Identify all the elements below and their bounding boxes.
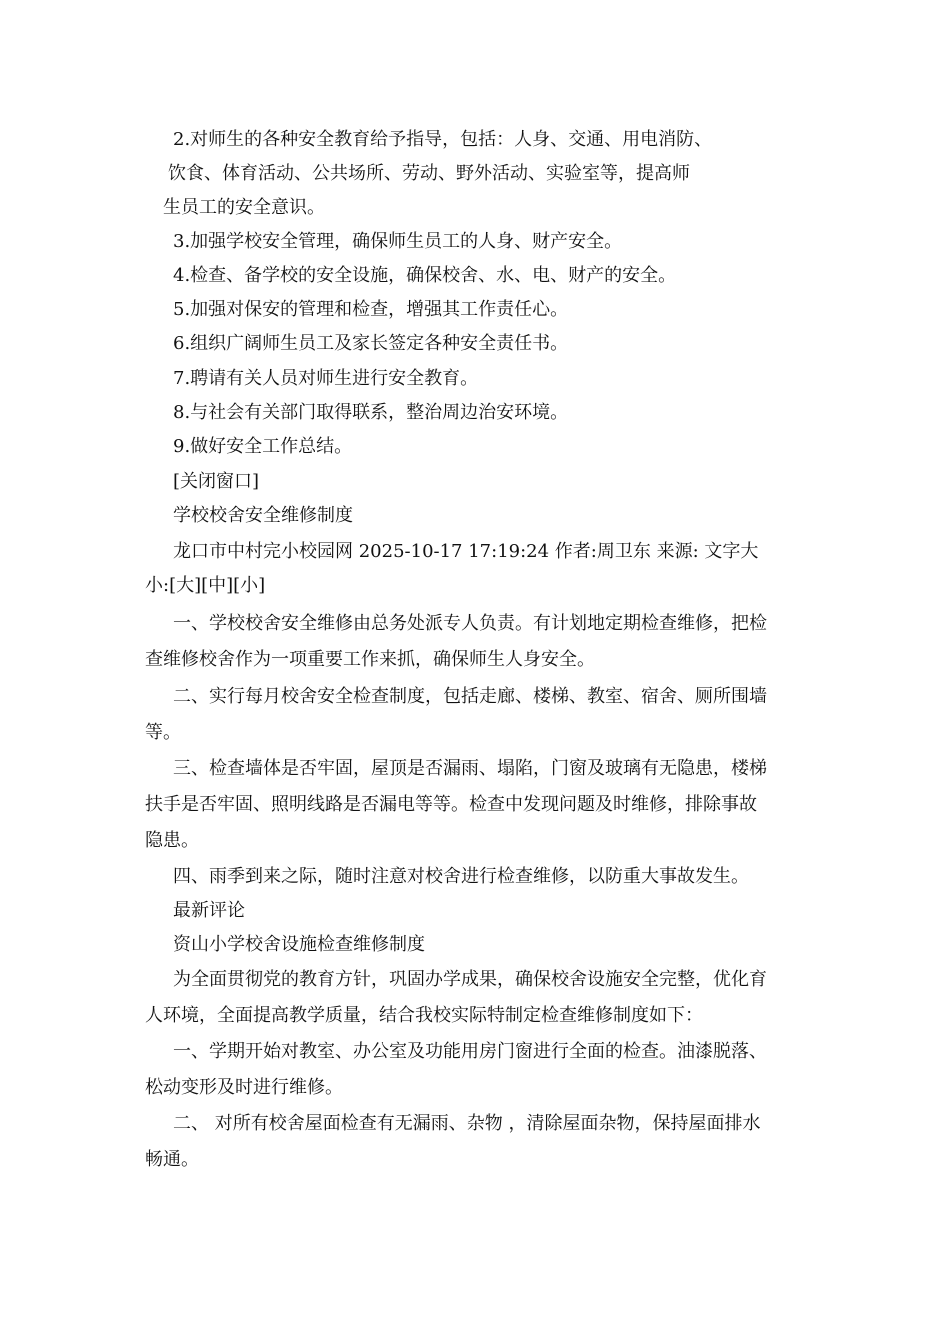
text-line: 一、学校校舍安全维修由总务处派专人负责。有计划地定期检查维修，把检: [173, 613, 767, 634]
text-line: 8.与社会有关部门取得联系，整治周边治安环境。: [173, 402, 569, 423]
text-line: 6.组织广阔师生员工及家长签定各种安全责任书。: [173, 333, 569, 354]
text-line: 畅通。: [145, 1149, 199, 1170]
section-heading: 最新评论: [173, 900, 245, 921]
article-title: 学校校舍安全维修制度: [173, 505, 353, 526]
text-line: 为全面贯彻党的教育方针，巩固办学成果，确保校舍设施安全完整，优化育: [173, 969, 767, 990]
text-line: 三、检查墙体是否牢固，屋顶是否漏雨、塌陷，门窗及玻璃有无隐患，楼梯: [173, 758, 767, 779]
text-line: 人环境，全面提高教学质量，结合我校实际特制定检查维修制度如下：: [145, 1005, 703, 1026]
text-line: 二、 对所有校舍屋面检查有无漏雨、杂物 ，清除屋面杂物，保持屋面排水: [173, 1113, 761, 1134]
text-line: 等。: [145, 722, 181, 743]
text-line: 查维修校舍作为一项重要工作来抓，确保师生人身安全。: [145, 649, 595, 670]
text-line: 隐患。: [145, 830, 199, 851]
text-line: 7.聘请有关人员对师生进行安全教育。: [173, 368, 479, 389]
text-line: 2.对师生的各种安全教育给予指导，包括：人身、交通、用电消防、: [173, 129, 713, 150]
text-line: 松动变形及时进行维修。: [145, 1077, 343, 1098]
text-line: 生员工的安全意识。: [163, 197, 325, 218]
text-line: 5.加强对保安的管理和检查，增强其工作责任心。: [173, 299, 569, 320]
font-size-options[interactable]: 小:[大][中][小]: [145, 575, 266, 596]
text-line: 9.做好安全工作总结。: [173, 436, 353, 457]
close-window-link[interactable]: [关闭窗口]: [173, 471, 260, 492]
text-line: 饮食、体育活动、公共场所、劳动、野外活动、实验室等，提高师: [168, 163, 690, 184]
article-meta: 龙口市中村完小校园网 2025-10-17 17:19:24 作者:周卫东 来源: 文字大: [173, 541, 759, 562]
text-line: 4.检查、备学校的安全设施，确保校舍、水、电、财产的安全。: [173, 265, 677, 286]
text-line: 一、学期开始对教室、办公室及功能用房门窗进行全面的检查。油漆脱落、: [173, 1041, 767, 1062]
text-line: 四、雨季到来之际，随时注意对校舍进行检查维修，以防重大事故发生。: [173, 866, 749, 887]
text-line: 二、实行每月校舍安全检查制度，包括走廊、楼梯、教室、宿舍、厕所围墙: [173, 686, 767, 707]
article-title: 资山小学校舍设施检查维修制度: [173, 934, 425, 955]
text-line: 扶手是否牢固、照明线路是否漏电等等。检查中发现问题及时维修，排除事故: [145, 794, 757, 815]
text-line: 3.加强学校安全管理，确保师生员工的人身、财产安全。: [173, 231, 623, 252]
